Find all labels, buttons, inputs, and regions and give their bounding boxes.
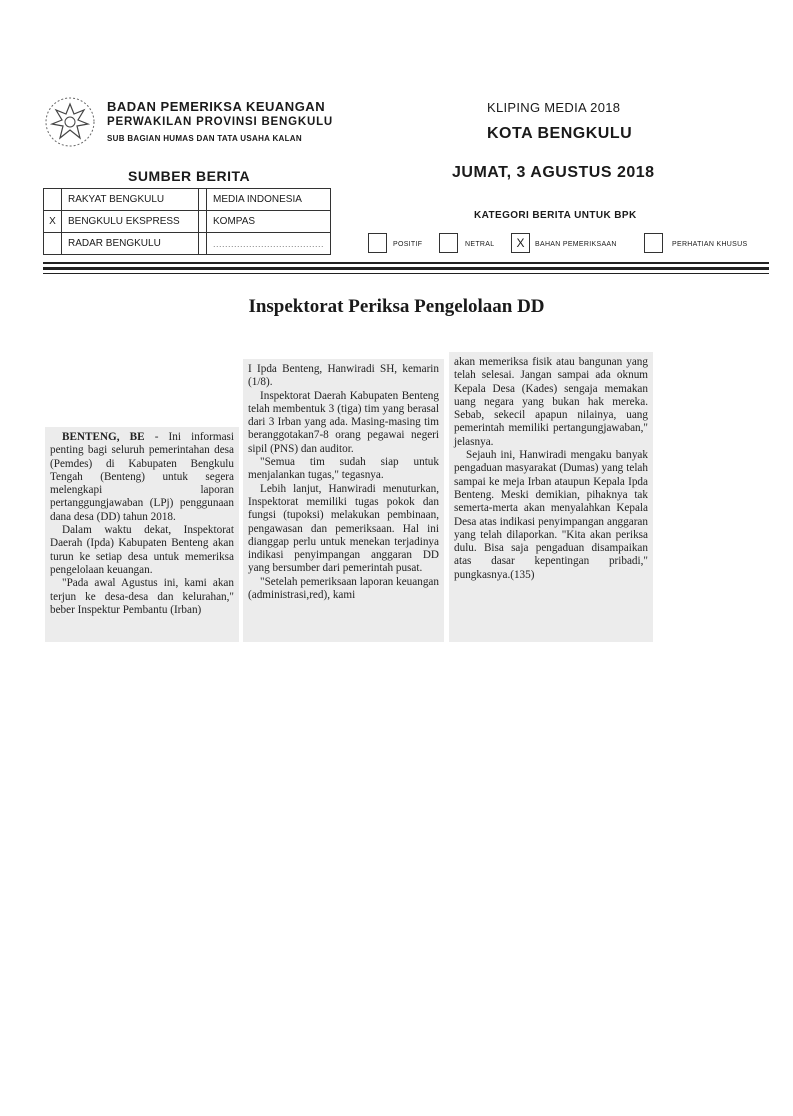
source-mark: [44, 189, 62, 211]
separator-rule: [43, 273, 769, 274]
source-mark: [199, 233, 207, 255]
source-name: KOMPAS: [207, 211, 331, 233]
article-paragraph: Inspektorat Daerah Kabupaten Benteng telah membentuk 3 (tiga) tim yang berasal dari 3 Irban yang ada. Masing-masing tim beranggotakan7-8 orang pegawai negeri sipil (PNS) dan auditor.: [248, 389, 439, 455]
article-paragraph: "Semua tim sudah siap untuk menjalankan tugas," tegasnya.: [248, 456, 439, 482]
kliping-label: KLIPING MEDIA 2018: [487, 100, 621, 115]
source-mark: [199, 189, 207, 211]
source-name: RADAR BENGKULU: [62, 233, 199, 255]
article-paragraph: Lebih lanjut, Hanwiradi menuturkan, Inspektorat memiliki tugas pokok dan fungsi (tupoksi) melakukan pembinaan, pengawasan dan pemeriksaan. Hal ini dianggap perlu untuk menekan terjadinya indikasi penyimpangan anggaran DD yang bersumber dari pemerintah pusat.: [248, 482, 439, 575]
org-name: BADAN PEMERIKSA KEUANGAN: [107, 99, 326, 114]
article-headline: Inspektorat Periksa Pengelolaan DD: [248, 296, 545, 317]
category-checkbox-netral: [439, 233, 458, 253]
source-blank: .....................................: [207, 233, 331, 255]
source-row: [44, 189, 331, 211]
source-mark: X: [44, 211, 62, 233]
article-paragraph: "Setelah pemeriksaan laporan keuangan (administrasi,red), kami: [248, 575, 439, 602]
source-mark: [199, 211, 207, 233]
article-column-1: [45, 427, 239, 642]
sources-table: [43, 188, 331, 255]
source-name: MEDIA INDONESIA: [207, 189, 331, 211]
article-column-3: [449, 352, 653, 642]
article-paragraph: - Ini informasi penting bagi seluruh pemerintahan desa (Pemdes) di Kabupaten Bengkulu Tengah (Benteng) untuk segera melengkapi laporan pertanggungjawaban (LPj) penggunaan dana desa (DD) tahun 2018.: [50, 431, 234, 523]
article-paragraph: Sejauh ini, Hanwiradi mengaku banyak pengaduan masyarakat (Dumas) yang telah sampai ke meja Irban ataupun Kepala Ipda Benteng. Meski demikian, pihaknya tak semerta-merta akan menyalahkan Kepala Desa atas indikasi penyimpangan anggaran yang telah dilaporkan. "Kita akan periksa dulu. Bisa saja pengaduan disampaikan atas dasar kepentingan pribadi," pungkasnya.(135): [454, 449, 648, 581]
sources-title: SUMBER BERITA: [128, 168, 251, 184]
article-paragraph: I Ipda Benteng, Hanwiradi SH, kemarin (1/8).: [248, 363, 439, 389]
source-name: BENGKULU EKSPRESS: [62, 211, 199, 233]
category-label: BAHAN PEMERIKSAAN: [535, 241, 617, 248]
separator-rule: [43, 267, 769, 270]
category-checkbox-perhatian-khusus: [644, 233, 663, 253]
article-column-2: [243, 359, 444, 642]
source-row: [44, 211, 331, 233]
category-label: NETRAL: [465, 241, 495, 248]
publication-date: JUMAT, 3 AGUSTUS 2018: [452, 164, 655, 181]
article-paragraph: akan memeriksa fisik atau bangunan yang telah selesai. Jangan sampai ada oknum Kepala Desa (Kades) sengaja memakan uang negara yang bukan hak mereka. Sebab, sekecil apapun nilainya, uang pemerintah memiliki pertangungjawaban," jelasnya.: [454, 356, 648, 448]
source-mark: [44, 233, 62, 255]
category-title: KATEGORI BERITA UNTUK BPK: [474, 210, 637, 221]
category-label: PERHATIAN KHUSUS: [672, 241, 748, 248]
article-paragraph: "Pada awal Agustus ini, kami akan terjun ke desa-desa dan kelurahan," beber Inspektur Pembantu (Irban): [50, 577, 234, 616]
bpk-emblem-icon: [40, 94, 100, 150]
source-row: [44, 233, 331, 255]
org-subdivision: SUB BAGIAN HUMAS DAN TATA USAHA KALAN: [107, 134, 302, 143]
org-branch: PERWAKILAN PROVINSI BENGKULU: [107, 116, 334, 128]
source-name: RAKYAT BENGKULU: [62, 189, 199, 211]
article-dateline: BENTENG, BE: [62, 431, 145, 443]
category-label: POSITIF: [393, 241, 423, 248]
separator-rule: [43, 262, 769, 264]
category-checkbox-bahan-pemeriksaan: X: [511, 233, 530, 253]
category-checkbox-positif: [368, 233, 387, 253]
article-paragraph: Dalam waktu dekat, Inspektorat Daerah (Ipda) Kabupaten Benteng akan turun ke setiap desa untuk memeriksa pengelolaan keuangan.: [50, 524, 234, 576]
city-label: KOTA BENGKULU: [487, 125, 633, 142]
